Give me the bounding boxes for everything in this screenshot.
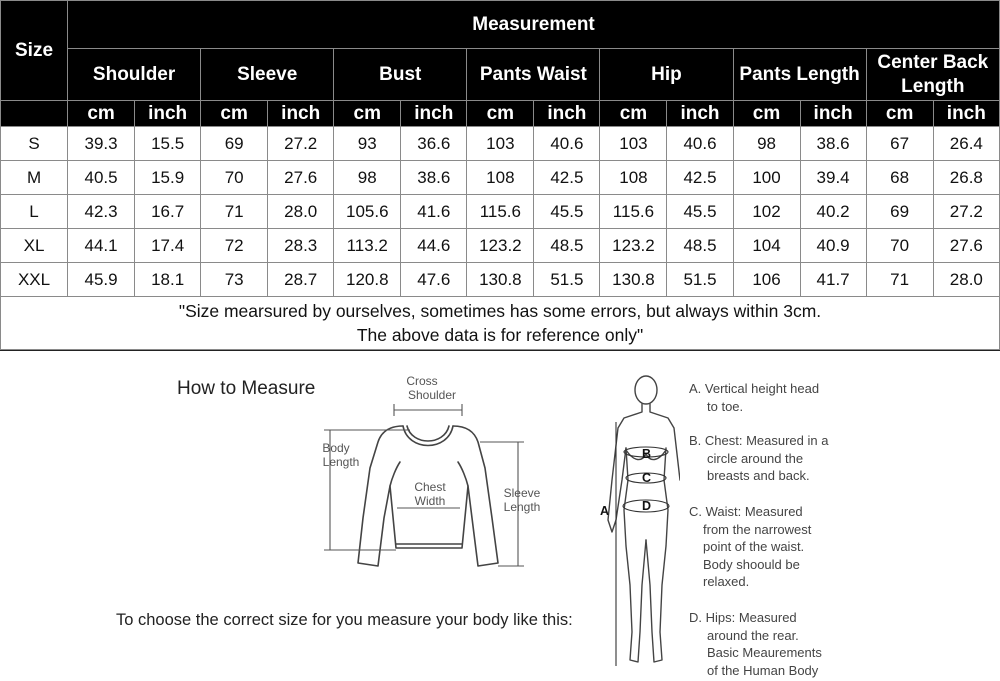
table-cell: 40.5	[68, 161, 135, 195]
unit-header-inch: inch	[135, 101, 201, 127]
size-label: XL	[1, 229, 68, 263]
unit-header-inch: inch	[268, 101, 334, 127]
table-cell: 123.2	[467, 229, 534, 263]
table-cell: 104	[733, 229, 800, 263]
unit-spacer	[1, 101, 68, 127]
table-row	[1, 127, 1000, 161]
table-cell: 108	[600, 161, 667, 195]
sleeve-length-label-1: Sleeve	[503, 486, 541, 500]
table-cell: 40.2	[800, 195, 866, 229]
table-row	[1, 195, 1000, 229]
human-body-icon	[608, 376, 680, 662]
table-cell: 123.2	[600, 229, 667, 263]
table-cell: 51.5	[667, 263, 733, 297]
table-cell: 28.7	[268, 263, 334, 297]
choose-size-instruction: To choose the correct size for you measure your body like this:	[116, 611, 573, 629]
annotation-c-line-1: C. Waist: Measured	[689, 504, 803, 519]
reference-note-line-1: "Size mearsured by ourselves, sometimes has some errors, but always within 3cm.	[178, 301, 822, 321]
annotation-c-line-5: relaxed.	[703, 574, 750, 589]
unit-header-cm: cm	[467, 101, 534, 127]
sleeve-length-label-2: Length	[503, 500, 541, 514]
body-marker-b: B	[642, 447, 652, 461]
table-cell: 130.8	[467, 263, 534, 297]
reference-note	[1, 297, 1000, 350]
annotation-b-line-3: breasts and back.	[707, 468, 810, 483]
section-divider	[0, 350, 1000, 351]
group-header-pants-length: Pants Length	[733, 49, 866, 101]
table-cell: 27.2	[268, 127, 334, 161]
annotation-b-line-2: circle around the	[707, 450, 804, 466]
table-cell: 41.7	[800, 263, 866, 297]
annotation-b-line-1: B. Chest: Measured in a	[689, 433, 829, 448]
table-cell: 41.6	[401, 195, 467, 229]
cross-shoulder-label-1: Cross	[406, 374, 438, 388]
table-cell: 70	[866, 229, 933, 263]
unit-header-cm: cm	[600, 101, 667, 127]
table-cell: 48.5	[667, 229, 733, 263]
table-cell: 103	[467, 127, 534, 161]
table-cell: 71	[866, 263, 933, 297]
table-cell: 27.6	[933, 229, 999, 263]
group-header-bust: Bust	[334, 49, 467, 101]
table-cell: 45.5	[534, 195, 600, 229]
center-back-line-1: Center Back	[877, 51, 989, 73]
annotation-b	[689, 432, 828, 485]
table-cell: 102	[733, 195, 800, 229]
size-header: Size	[1, 1, 68, 101]
table-cell: 17.4	[135, 229, 201, 263]
annotation-d-line-3: Basic Meaurements	[707, 645, 822, 660]
table-cell: 42.3	[68, 195, 135, 229]
unit-header-inch: inch	[401, 101, 467, 127]
table-cell: 67	[866, 127, 933, 161]
table-cell: 130.8	[600, 263, 667, 297]
table-cell: 38.6	[800, 127, 866, 161]
table-cell: 15.5	[135, 127, 201, 161]
table-cell: 38.6	[401, 161, 467, 195]
table-cell: 72	[201, 229, 268, 263]
table-cell: 47.6	[401, 263, 467, 297]
unit-row	[1, 101, 1000, 127]
table-cell: 36.6	[401, 127, 467, 161]
annotation-d-line-2: around the rear.	[707, 627, 799, 643]
chest-width-label-2: Width	[414, 494, 446, 508]
table-cell: 106	[733, 263, 800, 297]
unit-header-inch: inch	[534, 101, 600, 127]
table-row	[1, 229, 1000, 263]
size-label: XXL	[1, 263, 68, 297]
table-row	[1, 161, 1000, 195]
size-label: M	[1, 161, 68, 195]
unit-header-cm: cm	[68, 101, 135, 127]
table-cell: 39.3	[68, 127, 135, 161]
table-cell: 45.9	[68, 263, 135, 297]
annotation-a-line-2: to toe.	[707, 398, 744, 414]
table-cell: 51.5	[534, 263, 600, 297]
group-header-hip: Hip	[600, 49, 733, 101]
table-cell: 44.6	[401, 229, 467, 263]
table-cell: 18.1	[135, 263, 201, 297]
table-cell: 28.0	[268, 195, 334, 229]
table-cell: 115.6	[467, 195, 534, 229]
table-cell: 71	[201, 195, 268, 229]
table-cell: 48.5	[534, 229, 600, 263]
table-cell: 108	[467, 161, 534, 195]
table-cell: 45.5	[667, 195, 733, 229]
body-marker-c: C	[642, 471, 652, 485]
annotation-c-line-2: from the narrowest	[703, 521, 812, 537]
table-cell: 28.0	[933, 263, 999, 297]
center-back-line-2: Length	[901, 75, 965, 97]
group-header-shoulder: Shoulder	[68, 49, 201, 101]
table-cell: 120.8	[334, 263, 401, 297]
table-cell: 44.1	[68, 229, 135, 263]
table-cell: 40.9	[800, 229, 866, 263]
measurement-header: Measurement	[68, 1, 1000, 49]
table-cell: 39.4	[800, 161, 866, 195]
table-cell: 70	[201, 161, 268, 195]
how-to-measure-title: How to Measure	[177, 378, 316, 399]
table-cell: 16.7	[135, 195, 201, 229]
garment-measure-diagram	[300, 368, 560, 578]
table-cell: 105.6	[334, 195, 401, 229]
table-cell: 69	[201, 127, 268, 161]
annotation-d	[689, 609, 822, 679]
cross-shoulder-label-2: Shoulder	[407, 388, 457, 402]
table-cell: 103	[600, 127, 667, 161]
annotation-a-line-1: A. Vertical height head	[689, 381, 820, 396]
annotation-c-line-3: point of the waist.	[703, 539, 805, 554]
group-header-center-back-length	[866, 49, 999, 101]
human-body-diagram	[590, 370, 680, 676]
body-marker-d: D	[642, 499, 652, 513]
annotation-c-line-4: Body shoould be	[703, 556, 800, 572]
unit-header-inch: inch	[667, 101, 733, 127]
table-cell: 42.5	[534, 161, 600, 195]
unit-header-cm: cm	[733, 101, 800, 127]
annotation-c	[689, 503, 811, 591]
chest-width-label-1: Chest	[414, 480, 446, 494]
table-cell: 26.4	[933, 127, 999, 161]
table-cell: 28.3	[268, 229, 334, 263]
table-cell: 98	[733, 127, 800, 161]
table-cell: 115.6	[600, 195, 667, 229]
annotation-d-line-1: D. Hips: Measured	[689, 610, 797, 625]
table-cell: 100	[733, 161, 800, 195]
body-length-label-2: Length	[322, 455, 360, 469]
table-cell: 15.9	[135, 161, 201, 195]
body-length-label-1: Body	[322, 441, 350, 455]
table-cell: 68	[866, 161, 933, 195]
table-cell: 42.5	[667, 161, 733, 195]
reference-note-line-2: The above data is for reference only"	[356, 325, 644, 345]
table-body	[1, 127, 1000, 297]
table-row	[1, 263, 1000, 297]
group-header-sleeve: Sleeve	[201, 49, 334, 101]
size-label: L	[1, 195, 68, 229]
table-cell: 73	[201, 263, 268, 297]
unit-header-cm: cm	[334, 101, 401, 127]
table-cell: 93	[334, 127, 401, 161]
unit-header-inch: inch	[933, 101, 999, 127]
table-cell: 40.6	[667, 127, 733, 161]
group-header-pants-waist: Pants Waist	[467, 49, 600, 101]
table-cell: 27.6	[268, 161, 334, 195]
unit-header-inch: inch	[800, 101, 866, 127]
annotation-d-line-4: of the Human Body	[707, 662, 819, 678]
unit-header-cm: cm	[201, 101, 268, 127]
size-label: S	[1, 127, 68, 161]
table-cell: 69	[866, 195, 933, 229]
table-cell: 98	[334, 161, 401, 195]
table-header	[1, 1, 1000, 127]
table-cell: 27.2	[933, 195, 999, 229]
table-cell: 113.2	[334, 229, 401, 263]
annotation-a	[689, 380, 819, 415]
unit-header-cm: cm	[866, 101, 933, 127]
table-cell: 26.8	[933, 161, 999, 195]
table-cell: 40.6	[534, 127, 600, 161]
body-marker-a: A	[600, 504, 610, 518]
